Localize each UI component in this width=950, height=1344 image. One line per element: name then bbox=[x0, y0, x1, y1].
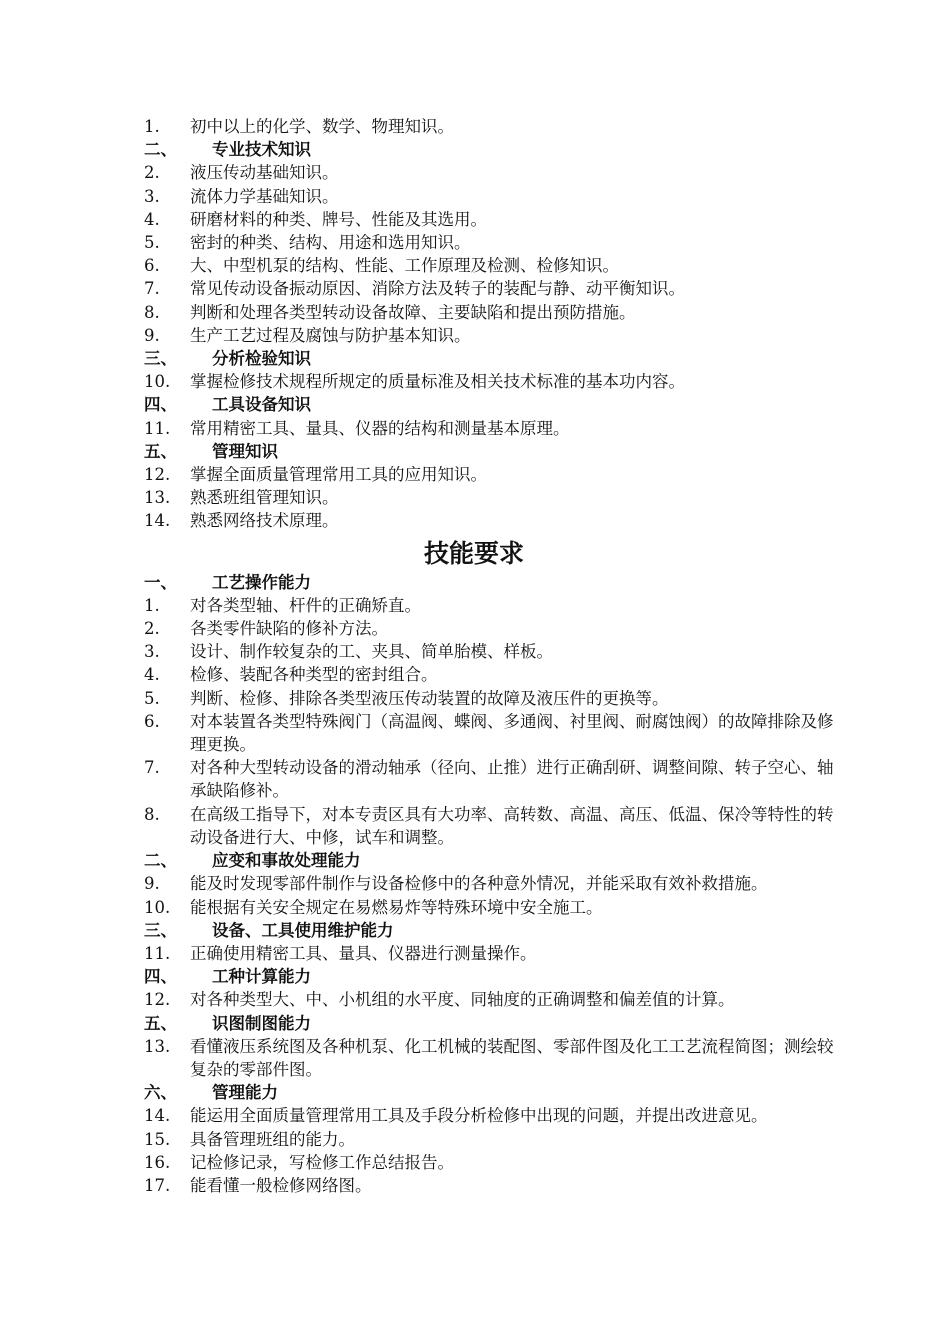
list-item: 10. 掌握检修技术规程所规定的质量标准及相关技术标准的基本功内容。 bbox=[144, 372, 685, 392]
section-heading: 五、 管理知识 bbox=[144, 441, 278, 461]
list-item: 7. 常见传动设备振动原因、消除方法及转子的装配与静、动平衡知识。 bbox=[144, 279, 685, 299]
list-item: 2. 各类零件缺陷的修补方法。 bbox=[144, 619, 388, 639]
section-heading: 三、 设备、工具使用维护能力 bbox=[144, 920, 394, 940]
list-item: 14. 熟悉网络技术原理。 bbox=[144, 511, 339, 531]
section-heading: 五、 识图制图能力 bbox=[144, 1013, 311, 1033]
list-item: 8. 在高级工指导下，对本专责区具有大功率、高转数、高温、高压、低温、保冷等特性的转动设备进行大、中修，试车和调整。 bbox=[144, 804, 834, 847]
list-item: 13. 熟悉班组管理知识。 bbox=[144, 488, 339, 508]
list-item: 14. 能运用全面质量管理常用工具及手段分析检修中出现的问题，并提出改进意见。 bbox=[144, 1106, 768, 1126]
list-item: 1. 对各类型轴、杆件的正确矫直。 bbox=[144, 595, 421, 615]
list-item: 4. 检修、装配各种类型的密封组合。 bbox=[144, 665, 438, 685]
section-heading: 一、 工艺操作能力 bbox=[144, 572, 311, 592]
list-item: 7. 对各种大型转动设备的滑动轴承（径向、止推）进行正确刮研、调整间隙、转子空心、轴承缺陷修补。 bbox=[144, 758, 834, 801]
list-item: 1. 初中以上的化学、数学、物理知识。 bbox=[144, 117, 454, 136]
list-item: 13. 看懂液压系统图及各种机泵、化工机械的装配图、零部件图及化工工艺流程简图；测绘较复杂的零部件图。 bbox=[144, 1036, 834, 1079]
list-item: 15. 具备管理班组的能力。 bbox=[144, 1129, 355, 1149]
section-heading: 四、 工种计算能力 bbox=[144, 967, 311, 987]
list-item: 6. 对本装置各类型特殊阀门（高温阀、蝶阀、多通阀、衬里阀、耐腐蚀阀）的故障排除及修理更换。 bbox=[144, 711, 834, 755]
section-heading: 二、 专业技术知识 bbox=[144, 140, 311, 160]
list-item: 12. 掌握全面质量管理常用工具的应用知识。 bbox=[144, 465, 487, 485]
list-item: 10. 能根据有关安全规定在易燃易炸等特殊环境中安全施工。 bbox=[144, 897, 603, 917]
page-title: 技能要求 bbox=[423, 538, 524, 568]
list-item: 8. 判断和处理各类型转动设备故障、主要缺陷和提出预防措施。 bbox=[144, 302, 636, 322]
list-item: 16. 记检修记录，写检修工作总结报告。 bbox=[144, 1152, 454, 1172]
list-item: 9. 能及时发现零部件制作与设备检修中的各种意外情况，并能采取有效补救措施。 bbox=[144, 874, 768, 894]
list-item: 4. 研磨材料的种类、牌号、性能及其选用。 bbox=[144, 209, 487, 229]
list-item: 3. 设计、制作较复杂的工、夹具、简单胎模、样板。 bbox=[144, 642, 553, 662]
section-heading: 四、 工具设备知识 bbox=[144, 395, 311, 415]
list-item: 2. 液压传动基础知识。 bbox=[144, 163, 339, 183]
list-item: 17. 能看懂一般检修网络图。 bbox=[144, 1175, 372, 1195]
section-heading: 二、 应变和事故处理能力 bbox=[144, 851, 361, 871]
list-item: 3. 流体力学基础知识。 bbox=[144, 186, 339, 206]
section-heading: 三、 分析检验知识 bbox=[144, 349, 311, 369]
list-item: 6. 大、中型机泵的结构、性能、工作原理及检测、检修知识。 bbox=[144, 256, 619, 276]
list-item: 11. 正确使用精密工具、量具、仪器进行测量操作。 bbox=[144, 943, 537, 963]
list-item: 5. 判断、检修、排除各类型液压传动装置的故障及液压件的更换等。 bbox=[144, 688, 669, 708]
section-heading: 六、 管理能力 bbox=[144, 1083, 278, 1103]
list-item: 12. 对各种类型大、中、小机组的水平度、同轴度的正确调整和偏差值的计算。 bbox=[144, 990, 735, 1010]
list-item: 9. 生产工艺过程及腐蚀与防护基本知识。 bbox=[144, 325, 471, 345]
document-content bbox=[144, 115, 834, 1197]
list-item: 11. 常用精密工具、量具、仪器的结构和测量基本原理。 bbox=[144, 418, 570, 438]
list-item: 5. 密封的种类、结构、用途和选用知识。 bbox=[144, 233, 471, 253]
